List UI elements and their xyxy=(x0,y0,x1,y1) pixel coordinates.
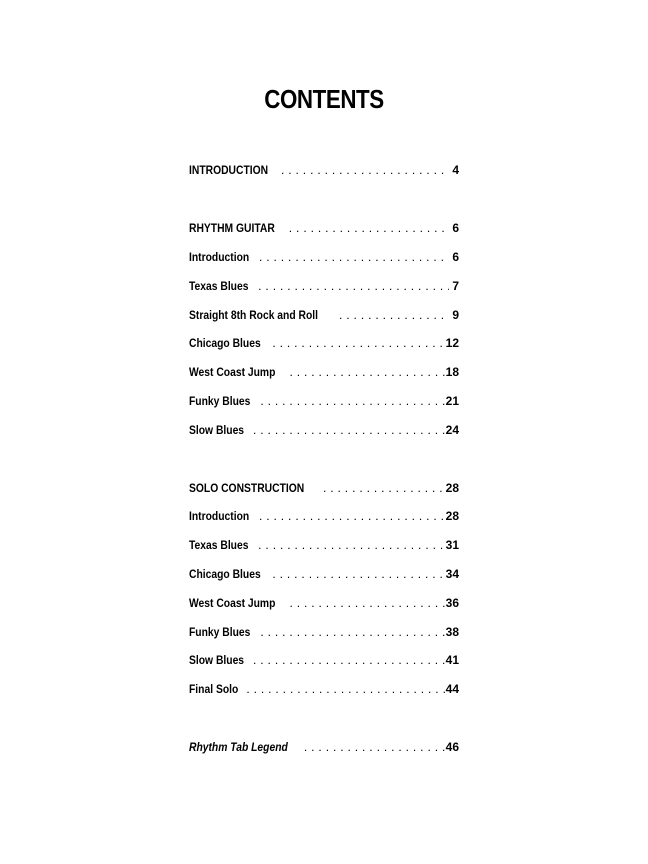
dot-leader xyxy=(247,422,446,438)
toc-entry-page: 38 xyxy=(445,625,459,639)
page-title: CONTENTS xyxy=(264,84,384,114)
toc-entry-rhythm-introduction[interactable] xyxy=(189,249,459,265)
toc-entry-rhythm-tab-legend[interactable] xyxy=(189,739,459,755)
toc-entry-rhythm-slow-blues[interactable] xyxy=(189,422,459,438)
dot-leader xyxy=(266,335,445,351)
toc-entry-label: Final Solo xyxy=(189,682,239,696)
toc-entry-page: 41 xyxy=(445,653,459,667)
dot-leader xyxy=(254,393,445,409)
toc-entry-label: Texas Blues xyxy=(189,279,249,293)
dot-leader xyxy=(283,364,445,380)
toc-entry-page: 34 xyxy=(445,567,459,581)
dot-leader xyxy=(333,307,449,323)
toc-entry-label: Texas Blues xyxy=(189,538,249,552)
dot-leader xyxy=(298,739,446,755)
toc-entry-page: 31 xyxy=(445,538,459,552)
toc-entry-page: 6 xyxy=(452,250,459,264)
toc-entry-label: Funky Blues xyxy=(189,625,251,639)
toc-entry-rhythm-funky-blues[interactable] xyxy=(189,393,459,409)
toc-entry-rhythm-guitar[interactable] xyxy=(189,220,459,236)
dot-leader xyxy=(253,249,449,265)
toc-entry-rhythm-texas-blues[interactable] xyxy=(189,278,459,294)
toc-entry-page: 18 xyxy=(445,365,459,379)
toc-entry-label: Introduction xyxy=(189,509,250,523)
toc-entry-label: Slow Blues xyxy=(189,423,245,437)
toc-entry-rhythm-west-coast-jump[interactable] xyxy=(189,364,459,380)
toc-entry-label: Chicago Blues xyxy=(189,567,261,581)
toc-entry-solo-final-solo[interactable] xyxy=(189,681,459,697)
toc-entry-page: 28 xyxy=(445,509,459,523)
toc-entry-solo-construction[interactable] xyxy=(189,480,459,496)
toc-entry-page: 44 xyxy=(445,682,459,696)
dot-leader xyxy=(266,566,445,582)
toc-entry-rhythm-chicago-blues[interactable] xyxy=(189,335,459,351)
toc-entry-solo-chicago-blues[interactable] xyxy=(189,566,459,582)
toc-entry-label: Chicago Blues xyxy=(189,336,261,350)
toc-entry-label: West Coast Jump xyxy=(189,365,276,379)
toc-entry-label: West Coast Jump xyxy=(189,596,276,610)
toc-entry-rhythm-straight-8th[interactable] xyxy=(189,307,459,323)
toc-entry-label: Rhythm Tab Legend xyxy=(189,740,288,754)
toc-entry-solo-slow-blues[interactable] xyxy=(189,652,459,668)
toc-entry-solo-west-coast-jump[interactable] xyxy=(189,595,459,611)
toc-entry-page: 12 xyxy=(445,336,459,350)
toc-entry-solo-texas-blues[interactable] xyxy=(189,537,459,553)
toc-entry-label: Introduction xyxy=(189,250,250,264)
dot-leader xyxy=(247,652,446,668)
toc-entry-introduction[interactable] xyxy=(189,162,459,178)
toc-entry-page: 36 xyxy=(445,596,459,610)
toc-entry-page: 21 xyxy=(445,394,459,408)
toc-entry-solo-funky-blues[interactable] xyxy=(189,624,459,640)
dot-leader xyxy=(240,681,445,697)
toc-entry-label: SOLO CONSTRUCTION xyxy=(189,481,305,495)
dot-leader xyxy=(254,624,445,640)
toc-entry-label: Straight 8th Rock and Roll xyxy=(189,308,319,322)
toc-entry-page: 6 xyxy=(452,221,459,235)
dot-leader xyxy=(283,220,449,236)
toc-entry-page: 7 xyxy=(452,279,459,293)
dot-leader xyxy=(283,595,445,611)
toc-entry-page: 46 xyxy=(445,740,459,754)
toc-entry-page: 9 xyxy=(452,308,459,322)
toc-entry-page: 24 xyxy=(445,423,459,437)
dot-leader xyxy=(317,480,446,496)
dot-leader xyxy=(252,537,445,553)
dot-leader xyxy=(275,162,449,178)
dot-leader xyxy=(253,508,446,524)
toc-entry-page: 4 xyxy=(452,163,459,177)
toc-entry-page: 28 xyxy=(445,481,459,495)
toc-entry-label: Funky Blues xyxy=(189,394,251,408)
toc-entry-label: INTRODUCTION xyxy=(189,163,269,177)
dot-leader xyxy=(252,278,449,294)
toc-entry-label: RHYTHM GUITAR xyxy=(189,221,275,235)
toc-entry-label: Slow Blues xyxy=(189,653,245,667)
toc-entry-solo-introduction[interactable] xyxy=(189,508,459,524)
